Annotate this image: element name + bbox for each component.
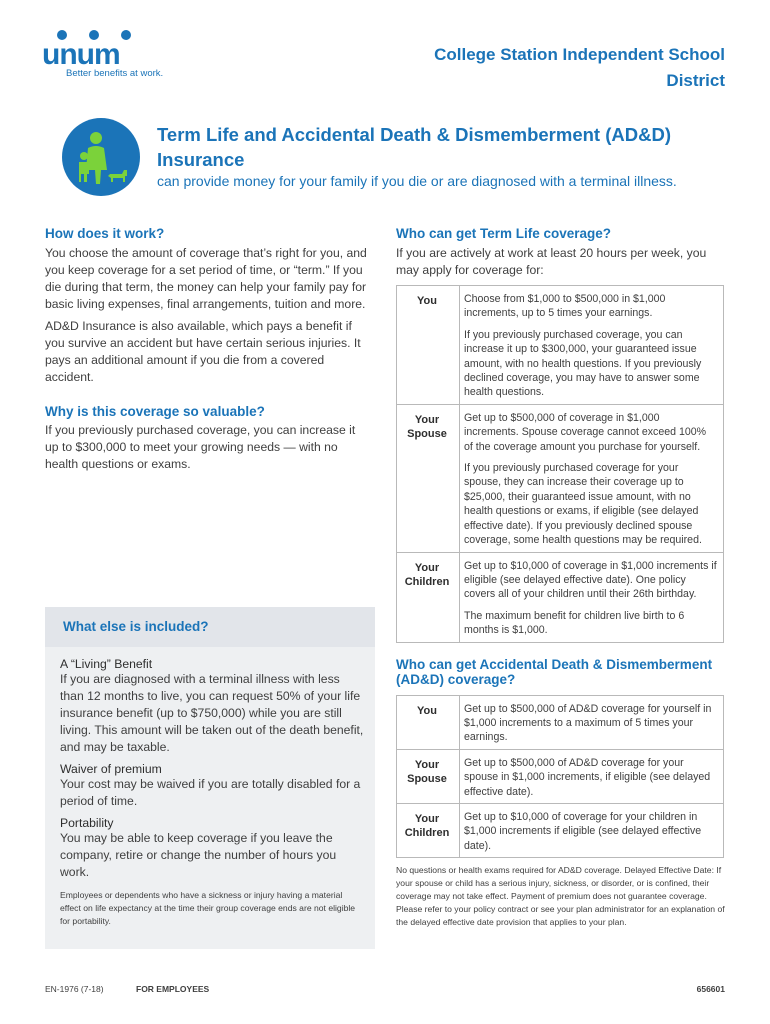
district-line: District	[666, 71, 725, 90]
add-table	[396, 695, 724, 859]
term-life-table	[396, 285, 724, 643]
row-details: Get up to $10,000 of coverage in $1,000 increments if eligible (see delayed effective date). One policy covers all of your children until their 26th birthday. The maximum benefit for children live birth to 6 months is $1,000.	[460, 552, 724, 642]
unum-logo	[42, 30, 182, 80]
title-line: Term Life and Accidental Death & Dismemberment (AD&D)	[157, 124, 671, 145]
right-column	[396, 226, 726, 929]
page-subtitle: can provide money for your family if you die or are diagnosed with a terminal illness.	[157, 173, 677, 189]
table-row	[397, 803, 724, 857]
portability-title: Portability	[60, 816, 114, 830]
living-benefit-title: A “Living” Benefit	[60, 657, 153, 671]
table-row	[397, 404, 724, 552]
row-label: You	[397, 695, 460, 749]
add-heading: Who can get Accidental Death & Dismemberment (AD&D) coverage?	[396, 656, 713, 687]
logo-tagline: Better benefits at work.	[66, 68, 164, 79]
district-name	[405, 42, 725, 94]
table-row	[397, 695, 724, 749]
portability-note: Employees or dependents who have a sickness or injury having a material effect on life expectancy at the time their group coverage ends are not eligible for portability.	[60, 890, 356, 926]
table-row	[397, 749, 724, 803]
document-number: 656601	[696, 984, 725, 994]
how-paragraph: You choose the amount of coverage that’s right for you, and you keep coverage for a set period of time, or “term.” If you die during that term, the money can help your family pay for basic living expenses, final arrangements, tuition and more.	[45, 246, 367, 311]
portability-text: You may be able to keep coverage if you leave the company, retire or change the number of hours you work.	[60, 831, 337, 879]
row-details: Get up to $500,000 of coverage in $1,000 increments. Spouse coverage cannot exceed 100% of the coverage amount you purchase for yourself. If you previously purchased coverage for your spouse, they can increase their coverage up to $25,000, their guaranteed issue amount, with no health questions or exams, if eligible (see delayed effective date). If you previously declined spouse coverage, some health questions may be required.	[460, 404, 724, 552]
district-line: College Station Independent School	[434, 45, 725, 64]
waiver-title: Waiver of premium	[60, 762, 162, 776]
table-row	[397, 286, 724, 405]
row-label: Your Spouse	[397, 404, 460, 552]
row-label: Your Children	[397, 803, 460, 857]
how-heading: How does it work?	[45, 226, 165, 241]
form-code: EN-1976 (7-18)	[45, 984, 104, 994]
row-details: Get up to $500,000 of AD&D coverage for yourself in $1,000 increments to a maximum of 5 times your earnings.	[460, 695, 724, 749]
what-else-heading: What else is included?	[63, 619, 209, 634]
logo-dot	[121, 30, 131, 40]
what-else-content	[60, 657, 365, 928]
row-label: You	[397, 286, 460, 405]
why-paragraph: If you previously purchased coverage, you can increase it up to $300,000 to meet your growing needs — with no health questions or exams.	[45, 423, 356, 471]
audience-label: FOR EMPLOYEES	[136, 984, 210, 994]
row-label: Your Children	[397, 552, 460, 642]
page-title	[157, 122, 717, 172]
term-life-heading: Who can get Term Life coverage?	[396, 226, 612, 241]
living-benefit-text: If you are diagnosed with a terminal illness with less than 12 months to live, you can request 50% of your life insurance benefit (up to $750,000) while you are still living. This amount will be taken out of the death benefit, and may be taxable.	[60, 672, 364, 754]
add-footnote: No questions or health exams required for AD&D coverage. Delayed Effective Date: If your spouse or child has a serious injury, sickness, or disorder, or is confined, their coverage may not take effect. Payment of premium does not guarantee coverage. Please refer to your policy contract or see your plan administrator for an explanation of the delayed effective date provision that applies to your plan.	[396, 865, 725, 928]
family-icon	[62, 118, 140, 196]
row-details: Get up to $500,000 of AD&D coverage for your spouse in $1,000 increments, if eligible (see delayed effective date).	[460, 749, 724, 803]
add-paragraph: AD&D Insurance is also available, which pays a benefit if you survive an accident but have certain serious injuries. It pays an additional amount if you die from a covered accident.	[45, 319, 361, 384]
waiver-text: Your cost may be waived if you are totally disabled for a period of time.	[60, 777, 361, 808]
logo-wordmark: unum	[42, 38, 120, 71]
table-row	[397, 552, 724, 642]
term-life-intro: If you are actively at work at least 20 hours per week, you may apply for coverage for:	[396, 246, 707, 277]
why-heading: Why is this coverage so valuable?	[45, 404, 265, 419]
left-column	[45, 226, 370, 473]
title-line: Insurance	[157, 149, 245, 170]
row-details: Choose from $1,000 to $500,000 in $1,000 increments, up to 5 times your earnings. If you previously purchased coverage, you can increase it up to $300,000, your guaranteed issue amount, with no health questions. If you previously declined coverage, you may have to answer some health questions.	[460, 286, 724, 405]
row-details: Get up to $10,000 of coverage for your children in $1,000 increments if eligible (see delayed effective date).	[460, 803, 724, 857]
row-label: Your Spouse	[397, 749, 460, 803]
